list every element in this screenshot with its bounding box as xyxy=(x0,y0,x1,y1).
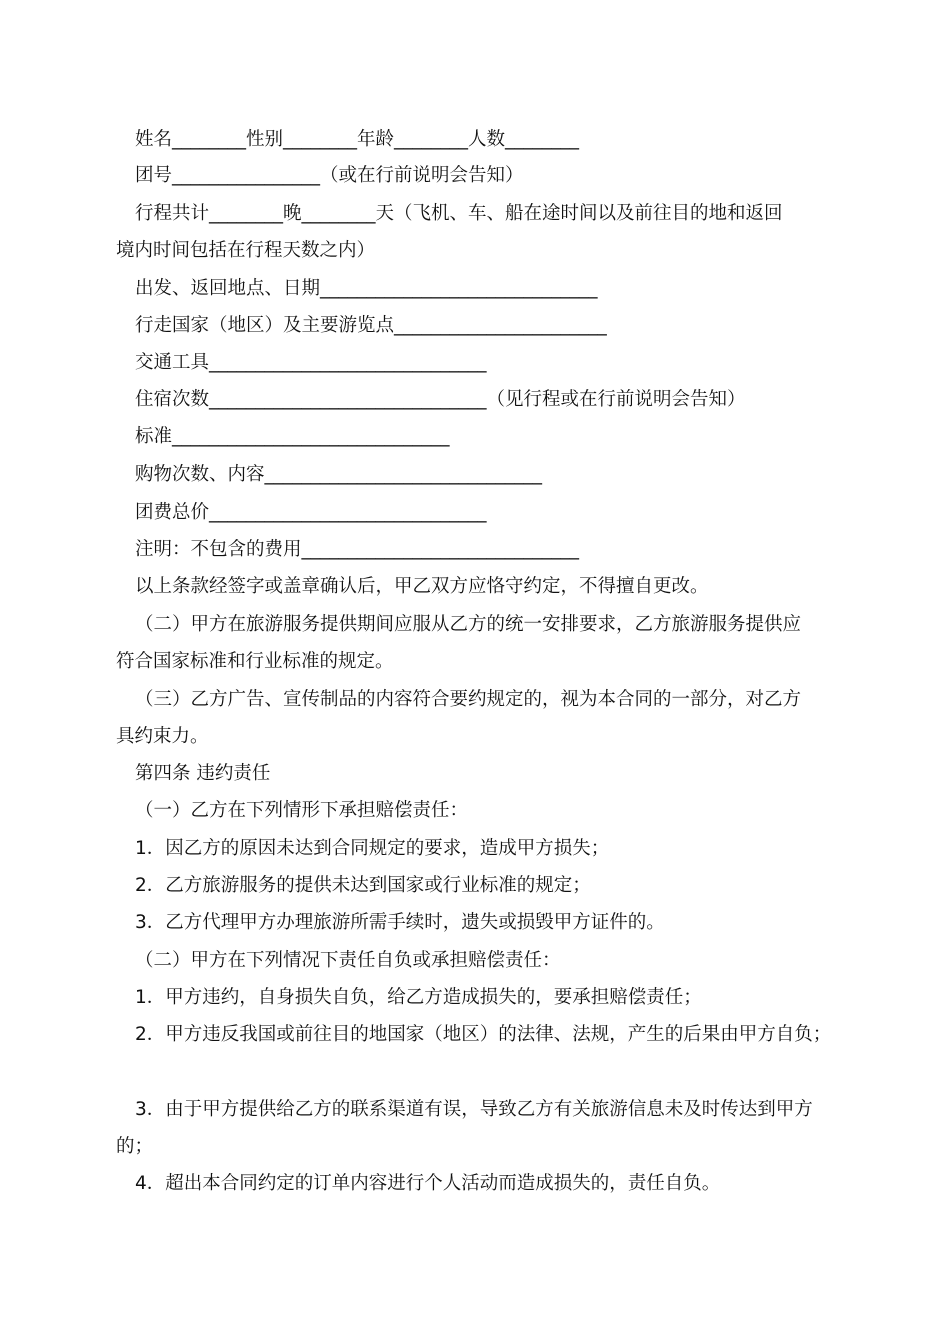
clause-2-paragraph: （二）甲方在旅游服务提供期间应服从乙方的统一安排要求，乙方旅游服务提供应 xyxy=(135,614,802,635)
confirmation-paragraph: 以上条款经签字或盖章确认后，甲乙双方应恪守约定，不得擅自更改。 xyxy=(135,576,709,597)
list-item: 2．乙方旅游服务的提供未达到国家或行业标准的规定； xyxy=(135,875,591,896)
list-item-continuation: 的； xyxy=(116,1136,154,1157)
clause-2-continuation: 符合国家标准和行业标准的规定。 xyxy=(116,651,394,672)
party-a-liability-heading: （二）甲方在下列情况下责任自负或承担赔偿责任： xyxy=(135,950,561,971)
itinerary-duration-continuation: 境内时间包括在行程天数之内） xyxy=(116,240,376,261)
list-item: 1．因乙方的原因未达到合同规定的要求，造成甲方损失； xyxy=(135,838,610,859)
departure-return-line: 出发、返回地点、日期______________________________ xyxy=(135,278,598,299)
shopping-line: 购物次数、内容______________________________ xyxy=(135,464,543,485)
standard-line: 标准______________________________ xyxy=(135,426,450,447)
group-number-line: 团号________________（或在行前说明会告知） xyxy=(135,165,524,186)
clause-3-paragraph: （三）乙方广告、宣传制品的内容符合要约规定的，视为本合同的一部分，对乙方 xyxy=(135,689,802,710)
traveler-info-line: 姓名________性别________年龄________人数________ xyxy=(135,129,580,150)
list-item: 3．由于甲方提供给乙方的联系渠道有误，导致乙方有关旅游信息未及时传达到甲方 xyxy=(135,1099,813,1120)
clause-3-continuation: 具约束力。 xyxy=(116,726,209,747)
list-item: 2．甲方违反我国或前往目的地国家（地区）的法律、法规，产生的后果由甲方自负； xyxy=(135,1024,832,1045)
article-4-heading: 第四条 违约责任 xyxy=(135,763,271,784)
transport-line: 交通工具______________________________ xyxy=(135,352,487,373)
accommodation-line: 住宿次数______________________________（见行程或在行前说明会告知） xyxy=(135,389,746,410)
destinations-line: 行走国家（地区）及主要游览点_______________________ xyxy=(135,315,607,336)
party-b-liability-heading: （一）乙方在下列情形下承担赔偿责任： xyxy=(135,800,469,821)
total-fee-line: 团费总价______________________________ xyxy=(135,502,487,523)
list-item: 3．乙方代理甲方办理旅游所需手续时，遗失或损毁甲方证件的。 xyxy=(135,912,665,933)
list-item: 4．超出本合同约定的订单内容进行个人活动而造成损失的，责任自负。 xyxy=(135,1173,721,1194)
excluded-costs-line: 注明：不包含的费用______________________________ xyxy=(135,539,580,560)
list-item: 1．甲方违约，自身损失自负，给乙方造成损失的，要承担赔偿责任； xyxy=(135,987,702,1008)
itinerary-duration-line: 行程共计________晚________天（飞机、车、船在途时间以及前往目的地和返回 xyxy=(135,203,783,224)
